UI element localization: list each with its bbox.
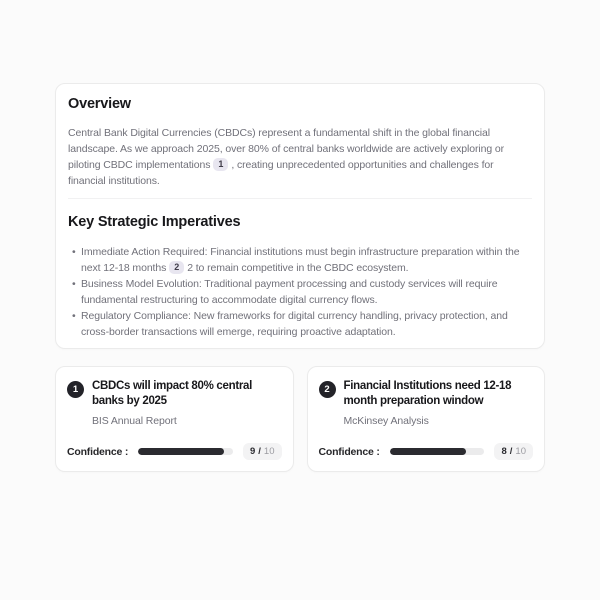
confidence-bar (138, 448, 233, 455)
citation-card-1[interactable] (55, 366, 294, 472)
analysis-card (55, 83, 545, 349)
confidence-bar (390, 448, 485, 455)
citation-chip-1[interactable]: 1 (213, 158, 228, 171)
list-item-immediate-action (81, 244, 532, 276)
overview-title: Overview (68, 96, 131, 112)
confidence-score: 9 (249, 446, 256, 457)
citation-card-header (319, 379, 534, 427)
section-divider (68, 198, 532, 199)
citation-card-text (344, 379, 534, 427)
confidence-bar-fill (138, 448, 223, 455)
citation-number-badge: 1 (67, 381, 84, 398)
overview-paragraph (68, 125, 532, 189)
imperatives-title: Key Strategic Imperatives (68, 214, 241, 230)
overview-text-pre: Central Bank Digital Currencies (CBDCs) represent a fundamental shift in the global financial landscape. As we approach 2025, over 80% of central banks worldwide are actively exploring or piloting CBDC implementations (68, 127, 505, 171)
confidence-score-badge (494, 443, 533, 460)
citation-title: Financial Institutions need 12-18 month preparation window (343, 380, 512, 407)
overview-text-post: , creating unprecedented opportunities and challenges for financial institutions. (68, 159, 494, 187)
citation-source: McKinsey Analysis (343, 415, 429, 427)
report-container (55, 83, 545, 472)
bullet-text-post: 2 to remain competitive in the CBDC ecosystem. (187, 262, 409, 274)
confidence-label: Confidence : (318, 445, 380, 458)
bullet-text: Business Model Evolution: Traditional payment processing and custody services will require fundamental restructuring to accommodate digital currency flows. (81, 278, 498, 306)
bullet-text: Regulatory Compliance: New frameworks for digital currency handling, privacy protection, and cross-border transactions will emerge, requiring proactive adaptation. (81, 310, 508, 338)
imperatives-list (68, 244, 532, 340)
citation-title: CBDCs will impact 80% central banks by 2025 (92, 380, 253, 407)
confidence-bar-fill (390, 448, 466, 455)
confidence-label: Confidence : (67, 445, 129, 458)
confidence-row (67, 443, 282, 460)
list-item-business-model (81, 276, 532, 308)
confidence-score-max: 10 (263, 446, 275, 457)
confidence-score: 8 (501, 446, 507, 457)
citation-card-2[interactable] (307, 366, 546, 472)
citation-chip-2[interactable]: 2 (169, 261, 184, 274)
bullet-text-pre: Immediate Action Required: Financial institutions must begin infrastructure preparation within the next 12-18 months (81, 246, 520, 274)
confidence-score-badge (243, 443, 282, 460)
list-item-regulatory-compliance (81, 308, 532, 340)
score-separator: / (509, 446, 513, 457)
confidence-row (319, 443, 534, 460)
citation-cards-row (55, 366, 545, 472)
citation-source: BIS Annual Report (92, 415, 177, 427)
citation-card-text (92, 379, 282, 427)
score-separator: / (258, 446, 261, 457)
confidence-score-max: 10 (515, 446, 526, 457)
citation-card-header (67, 379, 282, 427)
citation-number-badge: 2 (319, 381, 336, 398)
